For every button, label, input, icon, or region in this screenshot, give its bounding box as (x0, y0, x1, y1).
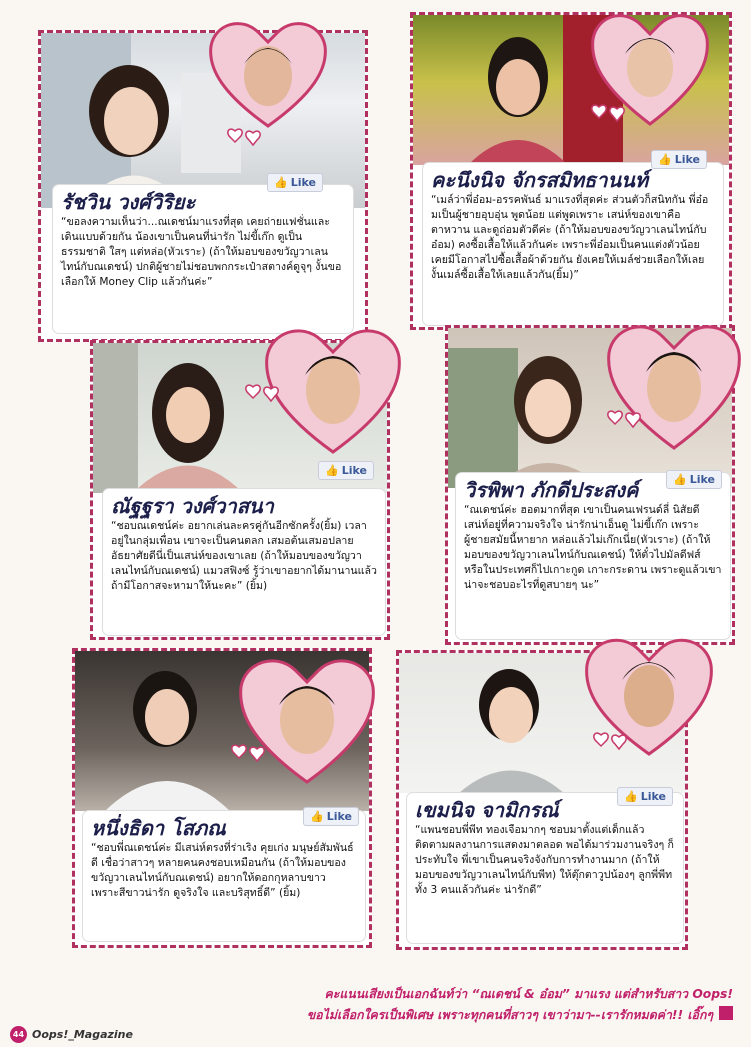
like-button[interactable]: 👍 Like (267, 173, 323, 192)
thumbs-up-icon: 👍 (658, 153, 672, 166)
small-heart-icon (226, 740, 266, 770)
small-heart-icon (586, 100, 626, 130)
heart-frame-icon (258, 320, 408, 460)
card-2-name: คะนึงนิจ จักรสมิทธานนท์ (431, 168, 649, 192)
thumbs-up-icon: 👍 (624, 790, 638, 803)
thumbs-up-icon: 👍 (274, 176, 288, 189)
like-button[interactable]: 👍 Like (318, 461, 374, 480)
like-button[interactable]: 👍 Like (303, 807, 359, 826)
card-4-name: วิรพิพา ภักดีประสงค์ (464, 478, 639, 502)
card-5-name: หนึ่งธิดา โสภณ (91, 816, 226, 840)
card-1-name: รัชวิน วงศ์วิริยะ (61, 190, 196, 214)
small-heart-icon (588, 728, 628, 758)
like-button[interactable]: 👍 Like (666, 470, 722, 489)
card-6-name: เขมนิจ จามิกรณ์ (415, 798, 559, 822)
page-number: 44 (10, 1026, 30, 1043)
card-2-quote: “เมล์ว่าพี่อ๋อม-อรรคพันธ์ มาแรงที่สุดค่ะ ส่วนตัวก็สนิทกัน พี่อ๋อมเป็นผู้ชายอุบอุ่น พูดน้อย แต่พูดเพราะ เสน่ห์ของเขาคือ ตาหวาน และดูถ่อมตัวดีค่ะ (ถ้าให้มอบของขวัญวาเลนไทน์กับอ๋อม) คงซื้อเสื้อให้แล้วกันค่ะ เพราะพี่อ๋อมเป็นคนแต่งตัวน้อย เคยมีโอกาสไปซื้อเสื้อผ้าด้วยกัน ยังเคยให้เมล์ช่วยเลือกให้เลย งั้นเมล์ซื้อเสื้อให้เลยแล้วกัน(ยิ้ม)” (431, 194, 709, 281)
small-heart-icon (602, 406, 642, 436)
card-5-text (83, 811, 365, 941)
thumbs-up-icon: 👍 (673, 473, 687, 486)
card-5-quote: “ชอบพี่ณเดชน์ค่ะ มีเสน่ห์ตรงที่ร่าเริง คุยเก่ง มนุษย์สัมพันธ์ดี เชื่อว่าสาวๆ หลายคนคงชอบเหมือนกัน (ถ้าให้มอบของขวัญวาเลนไทน์กับณเดชน์) อยากให้ดอกกุหลาบขาว เพราะสีขาวน่ารัก ดูจริงใจ และบริสุทธิ์ดี” (ยิ้ม) (91, 842, 354, 899)
card-4-text (456, 473, 730, 639)
card-3-text (103, 489, 385, 635)
like-button[interactable]: 👍 Like (651, 150, 707, 169)
card-2-text (423, 163, 723, 325)
thumbs-up-icon: 👍 (310, 810, 324, 823)
small-heart-icon (240, 380, 280, 410)
magazine-brand: Oops!_Magazine (32, 1028, 133, 1041)
card-6-quote: “แพนชอบพี่พีท ทองเจือมากๆ ชอบมาตั้งแต่เด็กแล้ว ติดตามผลงานการแสดงมาตลอด พอได้มาร่วมงานจริงๆ ก็ประทับใจ พี่เขาเป็นคนจริงจังกับการทำงานมาก (ถ้าให้มอบของขวัญวาเลนไทน์กับพีท) ให้ตุ๊กตาวูปน้องๆ ลูกพี่พีททั้ง 3 คนแล้วกันค่ะ น่ารักดี” (415, 824, 674, 896)
section-marker-icon (719, 1006, 733, 1020)
footer-line-2: ขอไม่เลือกใครเป็นพิเศษ เพราะทุกคนที่สาวๆ เขาว่ามา--เรารักหมดค่า!! เอิ๊กๆ (306, 1008, 713, 1022)
page-footer (0, 975, 751, 1047)
footer-line-1: คะแนนเสียงเป็นเอกฉันท์ว่า “ณเดชน์ & อ๋อม” มาแรง แต่สำหรับสาว Oops! (324, 987, 733, 1001)
heart-frame-icon (203, 14, 333, 134)
small-heart-icon (222, 124, 262, 154)
card-6-text (407, 793, 683, 943)
card-4-quote: “ณเดชน์ค่ะ ฮอตมากที่สุด เขาเป็นคนเฟรนด์ลี่ นิสัยดี เสน่ห์อยู่ที่ความจริงใจ น่ารักน่าเอ็นดู ไม่ขี้เก๊ก เพราะผู้ชายสมัยนี้หายาก หล่อแล้วไม่เก๊กเนี่ย(หัวเราะ) (ถ้าให้มอบของขวัญวาเลนไทน์กับณเดชน์) ให้ตั๋วไปมัลดีฟส์ หรือในประเทศก็ไปเกาะกูด เกาะกระดาน เพราะดูแล้วเขาน่าจะชอบอะไรที่ดูสบายๆ นะ” (464, 504, 722, 591)
like-button[interactable]: 👍 Like (617, 787, 673, 806)
card-1-quote: “ขอลงความเห็นว่า...ณเดชน์มาแรงที่สุด เคยถ่ายแฟชั่นและเดินแบบด้วยกัน น้องเขาเป็นคนที่น่ารัก ไม่ขี้เก๊ก ดูเป็นธรรมชาติ ใสๆ แต่หล่อ(หัวเราะ) (ถ้าให้มอบของขวัญวาเลนไทน์กับณเดชน์) ปกติผู้ชายไม่ชอบพกกระเป๋าสตางค์ดูจุๆ งั้นขอเลือกให้ Money Clip แล้วกันค่ะ” (61, 216, 342, 288)
card-3-quote: “ชอบณเดชน์ค่ะ อยากเล่นละครคู่กันอีกซักครั้ง(ยิ้ม) เวลาอยู่ในกลุ่มเพื่อน เขาจะเป็นคนตลก เสมอต้นเสมอปลาย อัธยาศัยดีนี่เป็นเสน่ห์ของเขาเลย (ถ้าให้มอบของขวัญวาเลนไทน์กับณเดชน์) แมวสฟิงซ์ รู้ว่าเขาอยากได้มานานแล้ว ถ้ามีโอกาสจะหามาให้นะคะ” (ยิ้ม) (111, 520, 377, 592)
thumbs-up-icon: 👍 (325, 464, 339, 477)
card-1-text (53, 185, 353, 333)
card-3-name: ณัฐฐรา วงศ์วาสนา (111, 494, 274, 518)
